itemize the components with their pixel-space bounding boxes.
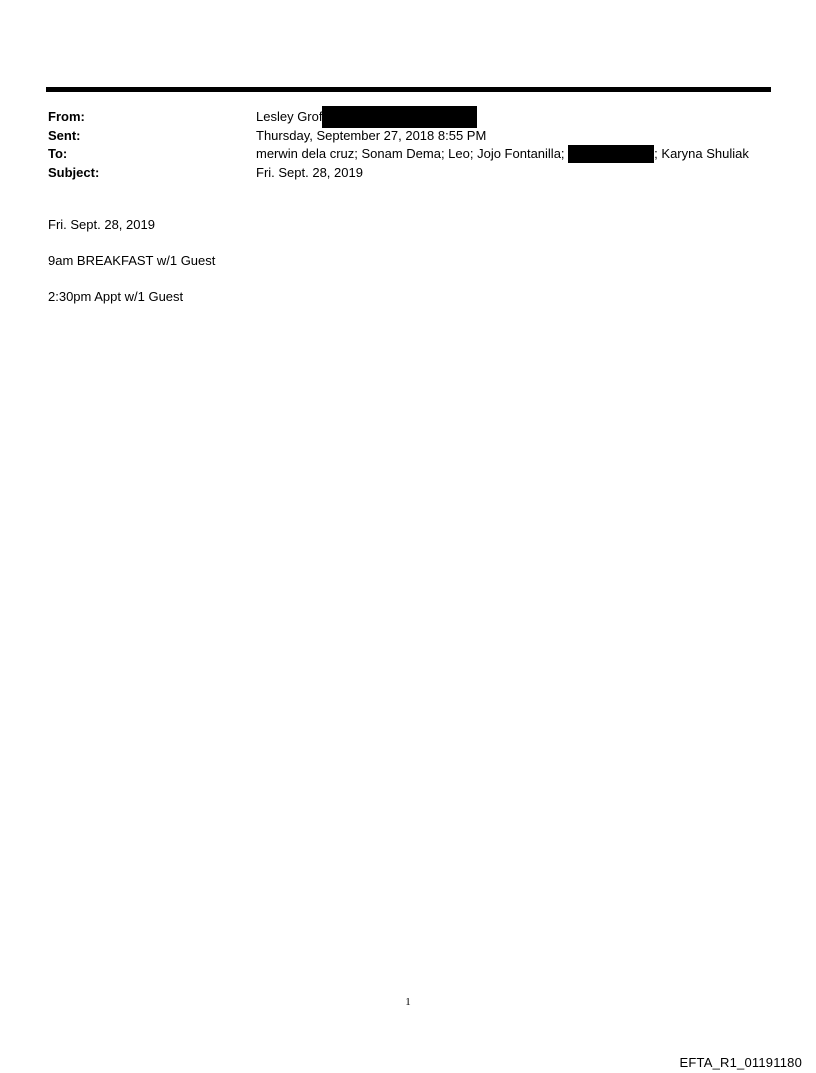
from-redaction-block <box>322 106 477 128</box>
sent-row <box>48 127 768 146</box>
body-line-date: Fri. Sept. 28, 2019 <box>48 217 155 232</box>
to-recipients-part-2: ; Karyna Shuliak <box>654 146 749 161</box>
document-id: EFTA_R1_01191180 <box>679 1055 802 1070</box>
email-body <box>48 216 215 324</box>
sent-value <box>256 127 486 146</box>
subject-value: Fri. Sept. 28, 2019 <box>256 164 363 180</box>
to-label: To: <box>48 146 68 161</box>
subject-row <box>48 164 768 183</box>
page-number: 1 <box>405 996 411 1008</box>
body-line-appointment: 2:30pm Appt w/1 Guest <box>48 289 184 304</box>
email-header <box>48 108 768 182</box>
body-line-breakfast: 9am BREAKFAST w/1 Guest <box>48 253 216 268</box>
from-value <box>256 108 477 128</box>
to-value <box>256 145 749 164</box>
sent-date: Thursday, September 27, 2018 8:55 PM <box>256 127 487 143</box>
to-redaction-block <box>568 145 654 163</box>
header-divider-rule <box>46 87 771 92</box>
subject-label: Subject: <box>48 164 100 180</box>
from-label: From: <box>48 109 85 124</box>
from-name: Lesley Grof <box>256 109 323 124</box>
from-row <box>48 108 768 127</box>
sent-label: Sent: <box>48 127 81 143</box>
to-recipients-part-1: merwin dela cruz; Sonam Dema; Leo; Jojo Fontanilla; <box>256 146 565 161</box>
to-row <box>48 145 768 164</box>
